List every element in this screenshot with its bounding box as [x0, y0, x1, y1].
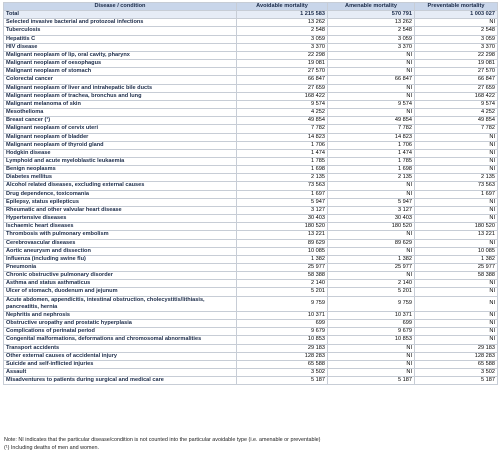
- row-preventable: 3 059: [415, 35, 498, 43]
- row-avoidable: 89 629: [237, 239, 328, 247]
- row-label: Chronic obstructive pulmonary disorder: [4, 272, 237, 280]
- row-label: Lymphoid and acute myeloblastic leukaemia: [4, 157, 237, 165]
- row-label: Malignant melanoma of skin: [4, 100, 237, 108]
- row-preventable: 27 570: [415, 68, 498, 76]
- row-preventable: NI: [415, 149, 498, 157]
- row-avoidable: 30 403: [237, 215, 328, 223]
- row-preventable: NI: [415, 157, 498, 165]
- row-label: Malignant neoplasm of stomach: [4, 68, 237, 76]
- row-avoidable: 2 135: [237, 174, 328, 182]
- table-row: [4, 125, 498, 133]
- table-row: [4, 174, 498, 182]
- row-avoidable: 3 370: [237, 43, 328, 51]
- table-row: [4, 352, 498, 360]
- row-preventable: 29 183: [415, 344, 498, 352]
- table-row: [4, 141, 498, 149]
- table-row: [4, 255, 498, 263]
- row-preventable: 58 388: [415, 272, 498, 280]
- row-label: Malignant neoplasm of trachea, bronchus and lung: [4, 92, 237, 100]
- row-preventable: 10 085: [415, 247, 498, 255]
- table-row: [4, 35, 498, 43]
- row-amenable: NI: [328, 84, 415, 92]
- row-label: Obstructive uropathy and prostatic hyperplasia: [4, 320, 237, 328]
- row-avoidable: 49 854: [237, 117, 328, 125]
- row-preventable: 168 422: [415, 92, 498, 100]
- row-amenable: 5 187: [328, 377, 415, 385]
- row-amenable: 9 574: [328, 100, 415, 108]
- header-avoidable: Avoidable mortality: [237, 3, 328, 11]
- row-preventable: 66 847: [415, 76, 498, 84]
- row-avoidable: 3 127: [237, 206, 328, 214]
- row-label: Other external causes of accidental injury: [4, 352, 237, 360]
- table-row: [4, 231, 498, 239]
- row-preventable: NI: [415, 166, 498, 174]
- table-row: [4, 215, 498, 223]
- row-amenable: NI: [328, 369, 415, 377]
- row-label: Asthma and status asthmaticus: [4, 280, 237, 288]
- row-amenable: 180 520: [328, 223, 415, 231]
- row-preventable: 49 854: [415, 117, 498, 125]
- row-avoidable: 14 823: [237, 133, 328, 141]
- row-label: Transport accidents: [4, 344, 237, 352]
- row-preventable: 3 502: [415, 369, 498, 377]
- row-avoidable: 27 570: [237, 68, 328, 76]
- row-label: Thrombosis with pulmonary embolism: [4, 231, 237, 239]
- notes: [4, 436, 498, 452]
- row-label: Acute abdomen, appendicitis, intestinal obstruction, cholecystitis/lithiasis, pancreatitis, hernia: [4, 296, 237, 311]
- row-label: HIV disease: [4, 43, 237, 51]
- table-row: [4, 43, 498, 51]
- table-row: [4, 320, 498, 328]
- note-ni: Note: NI indicates that the particular disease/condition is not counted into the particular avoidable type (i.e. amenable or preventable): [4, 437, 321, 443]
- table-row: [4, 100, 498, 108]
- row-amenable: 2 135: [328, 174, 415, 182]
- row-avoidable: 128 283: [237, 352, 328, 360]
- row-amenable: 7 782: [328, 125, 415, 133]
- header-row: [4, 3, 498, 11]
- row-avoidable: 13 262: [237, 19, 328, 27]
- row-preventable: NI: [415, 336, 498, 344]
- row-preventable: 1 697: [415, 190, 498, 198]
- table-row: [4, 280, 498, 288]
- table-row: [4, 328, 498, 336]
- row-amenable: NI: [328, 60, 415, 68]
- row-preventable: NI: [415, 141, 498, 149]
- row-amenable: 2 548: [328, 27, 415, 35]
- row-amenable: 699: [328, 320, 415, 328]
- row-preventable: 180 520: [415, 223, 498, 231]
- row-label: Hodgkin disease: [4, 149, 237, 157]
- row-preventable: 13 221: [415, 231, 498, 239]
- row-preventable: NI: [415, 206, 498, 214]
- table-row: [4, 198, 498, 206]
- row-amenable: NI: [328, 352, 415, 360]
- row-label: Diabetes mellitus: [4, 174, 237, 182]
- row-label: Malignant neoplasm of bladder: [4, 133, 237, 141]
- row-amenable: 1 706: [328, 141, 415, 149]
- row-preventable: 19 081: [415, 60, 498, 68]
- table-row: [4, 369, 498, 377]
- total-amenable: 570 791: [328, 11, 415, 19]
- table-row: [4, 344, 498, 352]
- row-label: Drug dependence, toxicomania: [4, 190, 237, 198]
- header-disease: Disease / condition: [4, 3, 237, 11]
- row-label: Influenza (including swine flu): [4, 255, 237, 263]
- row-amenable: 1 382: [328, 255, 415, 263]
- row-label: Ischaemic heart diseases: [4, 223, 237, 231]
- table-row: [4, 166, 498, 174]
- row-avoidable: 10 085: [237, 247, 328, 255]
- row-preventable: NI: [415, 320, 498, 328]
- row-avoidable: 1 697: [237, 190, 328, 198]
- row-amenable: NI: [328, 190, 415, 198]
- row-preventable: NI: [415, 280, 498, 288]
- row-preventable: 3 370: [415, 43, 498, 51]
- note-footnote: (¹) Including deaths of men and women.: [4, 445, 99, 451]
- row-amenable: NI: [328, 247, 415, 255]
- table-row: [4, 206, 498, 214]
- row-amenable: 30 403: [328, 215, 415, 223]
- table-row: [4, 117, 498, 125]
- row-label: Malignant neoplasm of liver and intrahepatic bile ducts: [4, 84, 237, 92]
- row-preventable: 2 548: [415, 27, 498, 35]
- row-label: Rheumatic and other valvular heart disease: [4, 206, 237, 214]
- table-row: [4, 182, 498, 190]
- row-avoidable: 25 977: [237, 264, 328, 272]
- row-avoidable: 2 548: [237, 27, 328, 35]
- row-preventable: 27 659: [415, 84, 498, 92]
- row-avoidable: 10 371: [237, 311, 328, 319]
- row-amenable: 49 854: [328, 117, 415, 125]
- row-label: Cerebrovascular diseases: [4, 239, 237, 247]
- row-label: Malignant neoplasm of cervix uteri: [4, 125, 237, 133]
- row-preventable: NI: [415, 198, 498, 206]
- row-label: Complications of perinatal period: [4, 328, 237, 336]
- row-amenable: 13 262: [328, 19, 415, 27]
- row-label: Malignant neoplasm of thyroid gland: [4, 141, 237, 149]
- total-label: Total: [4, 11, 237, 19]
- row-label: Malignant neoplasm of oesophagus: [4, 60, 237, 68]
- mortality-table: [3, 2, 498, 385]
- row-avoidable: 1 706: [237, 141, 328, 149]
- row-preventable: NI: [415, 215, 498, 223]
- table-row: [4, 51, 498, 59]
- row-preventable: 9 574: [415, 100, 498, 108]
- row-avoidable: 10 853: [237, 336, 328, 344]
- row-label: Suicide and self-inflicted injuries: [4, 360, 237, 368]
- row-label: Colorectal cancer: [4, 76, 237, 84]
- row-label: Misadventures to patients during surgical and medical care: [4, 377, 237, 385]
- table-row: [4, 336, 498, 344]
- row-preventable: 4 252: [415, 109, 498, 117]
- table-row: [4, 296, 498, 311]
- table-row: [4, 76, 498, 84]
- row-avoidable: 3 059: [237, 35, 328, 43]
- total-preventable: 1 003 027: [415, 11, 498, 19]
- row-amenable: NI: [328, 344, 415, 352]
- row-avoidable: 168 422: [237, 92, 328, 100]
- row-amenable: 14 823: [328, 133, 415, 141]
- row-label: Ulcer of stomach, duodenum and jejunum: [4, 288, 237, 296]
- row-amenable: 1 698: [328, 166, 415, 174]
- header-preventable: Preventable mortality: [415, 3, 498, 11]
- row-label: Assault: [4, 369, 237, 377]
- row-preventable: NI: [415, 311, 498, 319]
- row-label: Selected invasive bacterial and protozoal infections: [4, 19, 237, 27]
- row-preventable: NI: [415, 239, 498, 247]
- row-avoidable: 1 785: [237, 157, 328, 165]
- table-row: [4, 272, 498, 280]
- row-label: Pneumonia: [4, 264, 237, 272]
- table-row: [4, 60, 498, 68]
- row-avoidable: 19 081: [237, 60, 328, 68]
- row-preventable: NI: [415, 328, 498, 336]
- row-amenable: 89 629: [328, 239, 415, 247]
- row-amenable: 66 847: [328, 76, 415, 84]
- table-row: [4, 19, 498, 27]
- row-label: Mesothelioma: [4, 109, 237, 117]
- table-row: [4, 133, 498, 141]
- row-amenable: NI: [328, 51, 415, 59]
- table-row: [4, 223, 498, 231]
- row-amenable: 5 947: [328, 198, 415, 206]
- row-avoidable: 1 474: [237, 149, 328, 157]
- row-amenable: 3 127: [328, 206, 415, 214]
- row-avoidable: 9 574: [237, 100, 328, 108]
- row-amenable: 1 474: [328, 149, 415, 157]
- table-row: [4, 109, 498, 117]
- row-preventable: 22 298: [415, 51, 498, 59]
- table-row: [4, 239, 498, 247]
- row-label: Benign neoplasms: [4, 166, 237, 174]
- row-amenable: 9 679: [328, 328, 415, 336]
- row-preventable: NI: [415, 296, 498, 311]
- row-label: Aortic aneurysm and dissection: [4, 247, 237, 255]
- table-row: [4, 27, 498, 35]
- table-row: [4, 288, 498, 296]
- row-avoidable: 58 388: [237, 272, 328, 280]
- row-amenable: NI: [328, 231, 415, 239]
- row-avoidable: 1 698: [237, 166, 328, 174]
- row-preventable: 73 563: [415, 182, 498, 190]
- row-avoidable: 1 382: [237, 255, 328, 263]
- row-avoidable: 7 782: [237, 125, 328, 133]
- row-preventable: 2 135: [415, 174, 498, 182]
- row-label: Malignant neoplasm of lip, oral cavity, pharynx: [4, 51, 237, 59]
- table-row: [4, 311, 498, 319]
- row-amenable: 3 370: [328, 43, 415, 51]
- row-avoidable: 29 183: [237, 344, 328, 352]
- table-row: [4, 247, 498, 255]
- row-avoidable: 22 298: [237, 51, 328, 59]
- row-avoidable: 66 847: [237, 76, 328, 84]
- table-row: [4, 360, 498, 368]
- row-label: Breast cancer (¹): [4, 117, 237, 125]
- header-amenable: Amenable mortality: [328, 3, 415, 11]
- row-preventable: 65 588: [415, 360, 498, 368]
- row-avoidable: 13 221: [237, 231, 328, 239]
- row-amenable: 5 201: [328, 288, 415, 296]
- row-avoidable: 65 588: [237, 360, 328, 368]
- row-amenable: NI: [328, 272, 415, 280]
- table-row: [4, 157, 498, 165]
- total-row: [4, 11, 498, 19]
- row-avoidable: 699: [237, 320, 328, 328]
- row-amenable: 10 371: [328, 311, 415, 319]
- row-label: Hypertensive diseases: [4, 215, 237, 223]
- row-amenable: NI: [328, 92, 415, 100]
- row-amenable: 9 759: [328, 296, 415, 311]
- table-row: [4, 377, 498, 385]
- row-avoidable: 180 520: [237, 223, 328, 231]
- row-label: Hepatitis C: [4, 35, 237, 43]
- row-label: Congenital malformations, deformations and chromosomal abnormalities: [4, 336, 237, 344]
- row-amenable: NI: [328, 68, 415, 76]
- row-avoidable: 4 252: [237, 109, 328, 117]
- row-avoidable: 3 502: [237, 369, 328, 377]
- row-avoidable: 2 140: [237, 280, 328, 288]
- row-avoidable: 73 563: [237, 182, 328, 190]
- row-amenable: 10 853: [328, 336, 415, 344]
- row-amenable: NI: [328, 360, 415, 368]
- table-row: [4, 190, 498, 198]
- row-label: Nephritis and nephrosis: [4, 311, 237, 319]
- row-preventable: NI: [415, 133, 498, 141]
- table-row: [4, 68, 498, 76]
- row-amenable: 2 140: [328, 280, 415, 288]
- table-row: [4, 92, 498, 100]
- table-row: [4, 84, 498, 92]
- row-avoidable: 5 187: [237, 377, 328, 385]
- row-avoidable: 9 759: [237, 296, 328, 311]
- row-preventable: 1 382: [415, 255, 498, 263]
- row-preventable: NI: [415, 19, 498, 27]
- row-avoidable: 9 679: [237, 328, 328, 336]
- row-avoidable: 5 947: [237, 198, 328, 206]
- row-avoidable: 27 659: [237, 84, 328, 92]
- row-label: Epilepsy, status epilepticus: [4, 198, 237, 206]
- row-amenable: NI: [328, 109, 415, 117]
- row-amenable: 1 785: [328, 157, 415, 165]
- total-avoidable: 1 215 583: [237, 11, 328, 19]
- row-amenable: 25 977: [328, 264, 415, 272]
- table-row: [4, 264, 498, 272]
- table-row: [4, 149, 498, 157]
- row-preventable: 128 283: [415, 352, 498, 360]
- row-preventable: 7 782: [415, 125, 498, 133]
- row-amenable: 3 059: [328, 35, 415, 43]
- row-label: Tuberculosis: [4, 27, 237, 35]
- row-preventable: 25 977: [415, 264, 498, 272]
- row-avoidable: 5 201: [237, 288, 328, 296]
- row-label: Alcohol related diseases, excluding external causes: [4, 182, 237, 190]
- row-preventable: NI: [415, 288, 498, 296]
- row-preventable: 5 187: [415, 377, 498, 385]
- row-amenable: NI: [328, 182, 415, 190]
